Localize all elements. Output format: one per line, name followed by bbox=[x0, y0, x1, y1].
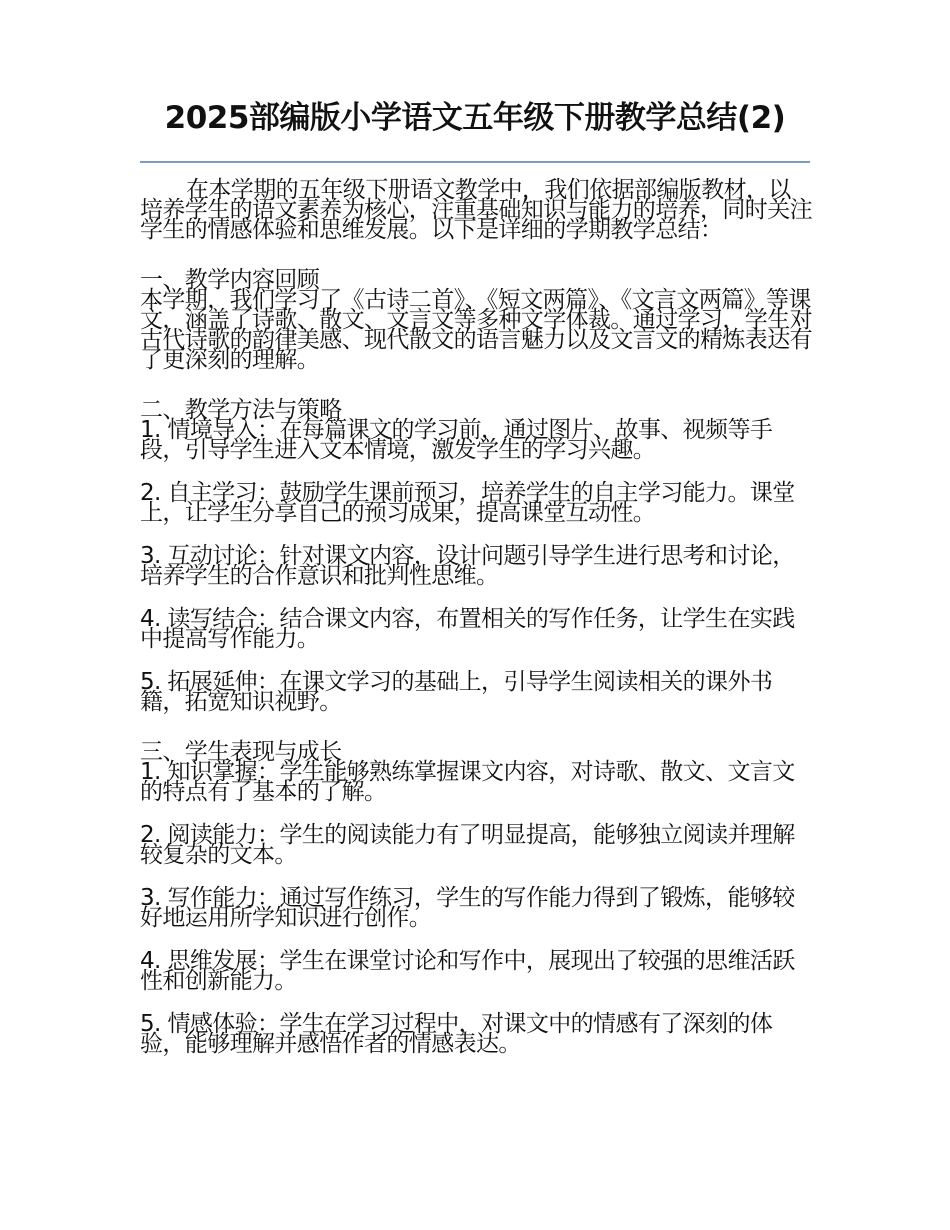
section-heading-content-review: 一、教学内容回顾 bbox=[140, 267, 320, 293]
section-heading-student-growth: 三、学生表现与成长 bbox=[140, 739, 342, 765]
list-item: 5. 情感体验：学生在学习过程中，对课文中的情感有了深刻的体验，能够理解并感悟作者的情感表达。 bbox=[140, 1011, 773, 1057]
list-item: 2. 自主学习：鼓励学生课前预习，培养学生的自主学习能力。课堂上，让学生分享自己的预习成果，提高课堂互动性。 bbox=[140, 480, 795, 526]
list-item: 1. 知识掌握：学生能够熟练掌握课文内容，对诗歌、散文、文言文的特点有了基本的了解。 bbox=[140, 759, 795, 805]
list-item: 5. 拓展延伸：在课文学习的基础上，引导学生阅读相关的课外书籍，拓宽知识视野。 bbox=[140, 669, 773, 715]
intro-paragraph: 在本学期的五年级下册语文教学中，我们依据部编版教材，以培养学生的语文素养为核心，注重基础知识与能力的培养，同时关注学生的情感体验和思维发展。以下是详细的学期教学总结： bbox=[140, 177, 813, 243]
list-item: 3. 互动讨论：针对课文内容，设计问题引导学生进行思考和讨论，培养学生的合作意识和批判性思维。 bbox=[140, 543, 795, 589]
section-heading-methods: 二、教学方法与策略 bbox=[140, 397, 342, 423]
list-item: 4. 读写结合：结合课文内容，布置相关的写作任务，让学生在实践中提高写作能力。 bbox=[140, 606, 795, 652]
section-text-content-review: 本学期，我们学习了《古诗二首》、《短文两篇》、《文言文两篇》等课文，涵盖了诗歌、散文、文言文等多种文学体裁。通过学习，学生对古代诗歌的韵律美感、现代散文的语言魅力以及文言文的精炼表达有了更深刻的理解。 bbox=[140, 287, 813, 373]
document-body bbox=[140, 177, 813, 1057]
title-divider bbox=[140, 161, 810, 163]
list-item: 1. 情境导入：在每篇课文的学习前，通过图片、故事、视频等手段，引导学生进入文本情境，激发学生的学习兴趣。 bbox=[140, 417, 773, 463]
document-title: 2025部编版小学语文五年级下册教学总结(2) bbox=[164, 100, 786, 136]
list-item: 4. 思维发展：学生在课堂讨论和写作中，展现出了较强的思维活跃性和创新能力。 bbox=[140, 948, 795, 994]
list-item: 3. 写作能力：通过写作练习，学生的写作能力得到了锻炼，能够较好地运用所学知识进行创作。 bbox=[140, 885, 795, 931]
list-item: 2. 阅读能力：学生的阅读能力有了明显提高，能够独立阅读并理解较复杂的文本。 bbox=[140, 822, 795, 868]
